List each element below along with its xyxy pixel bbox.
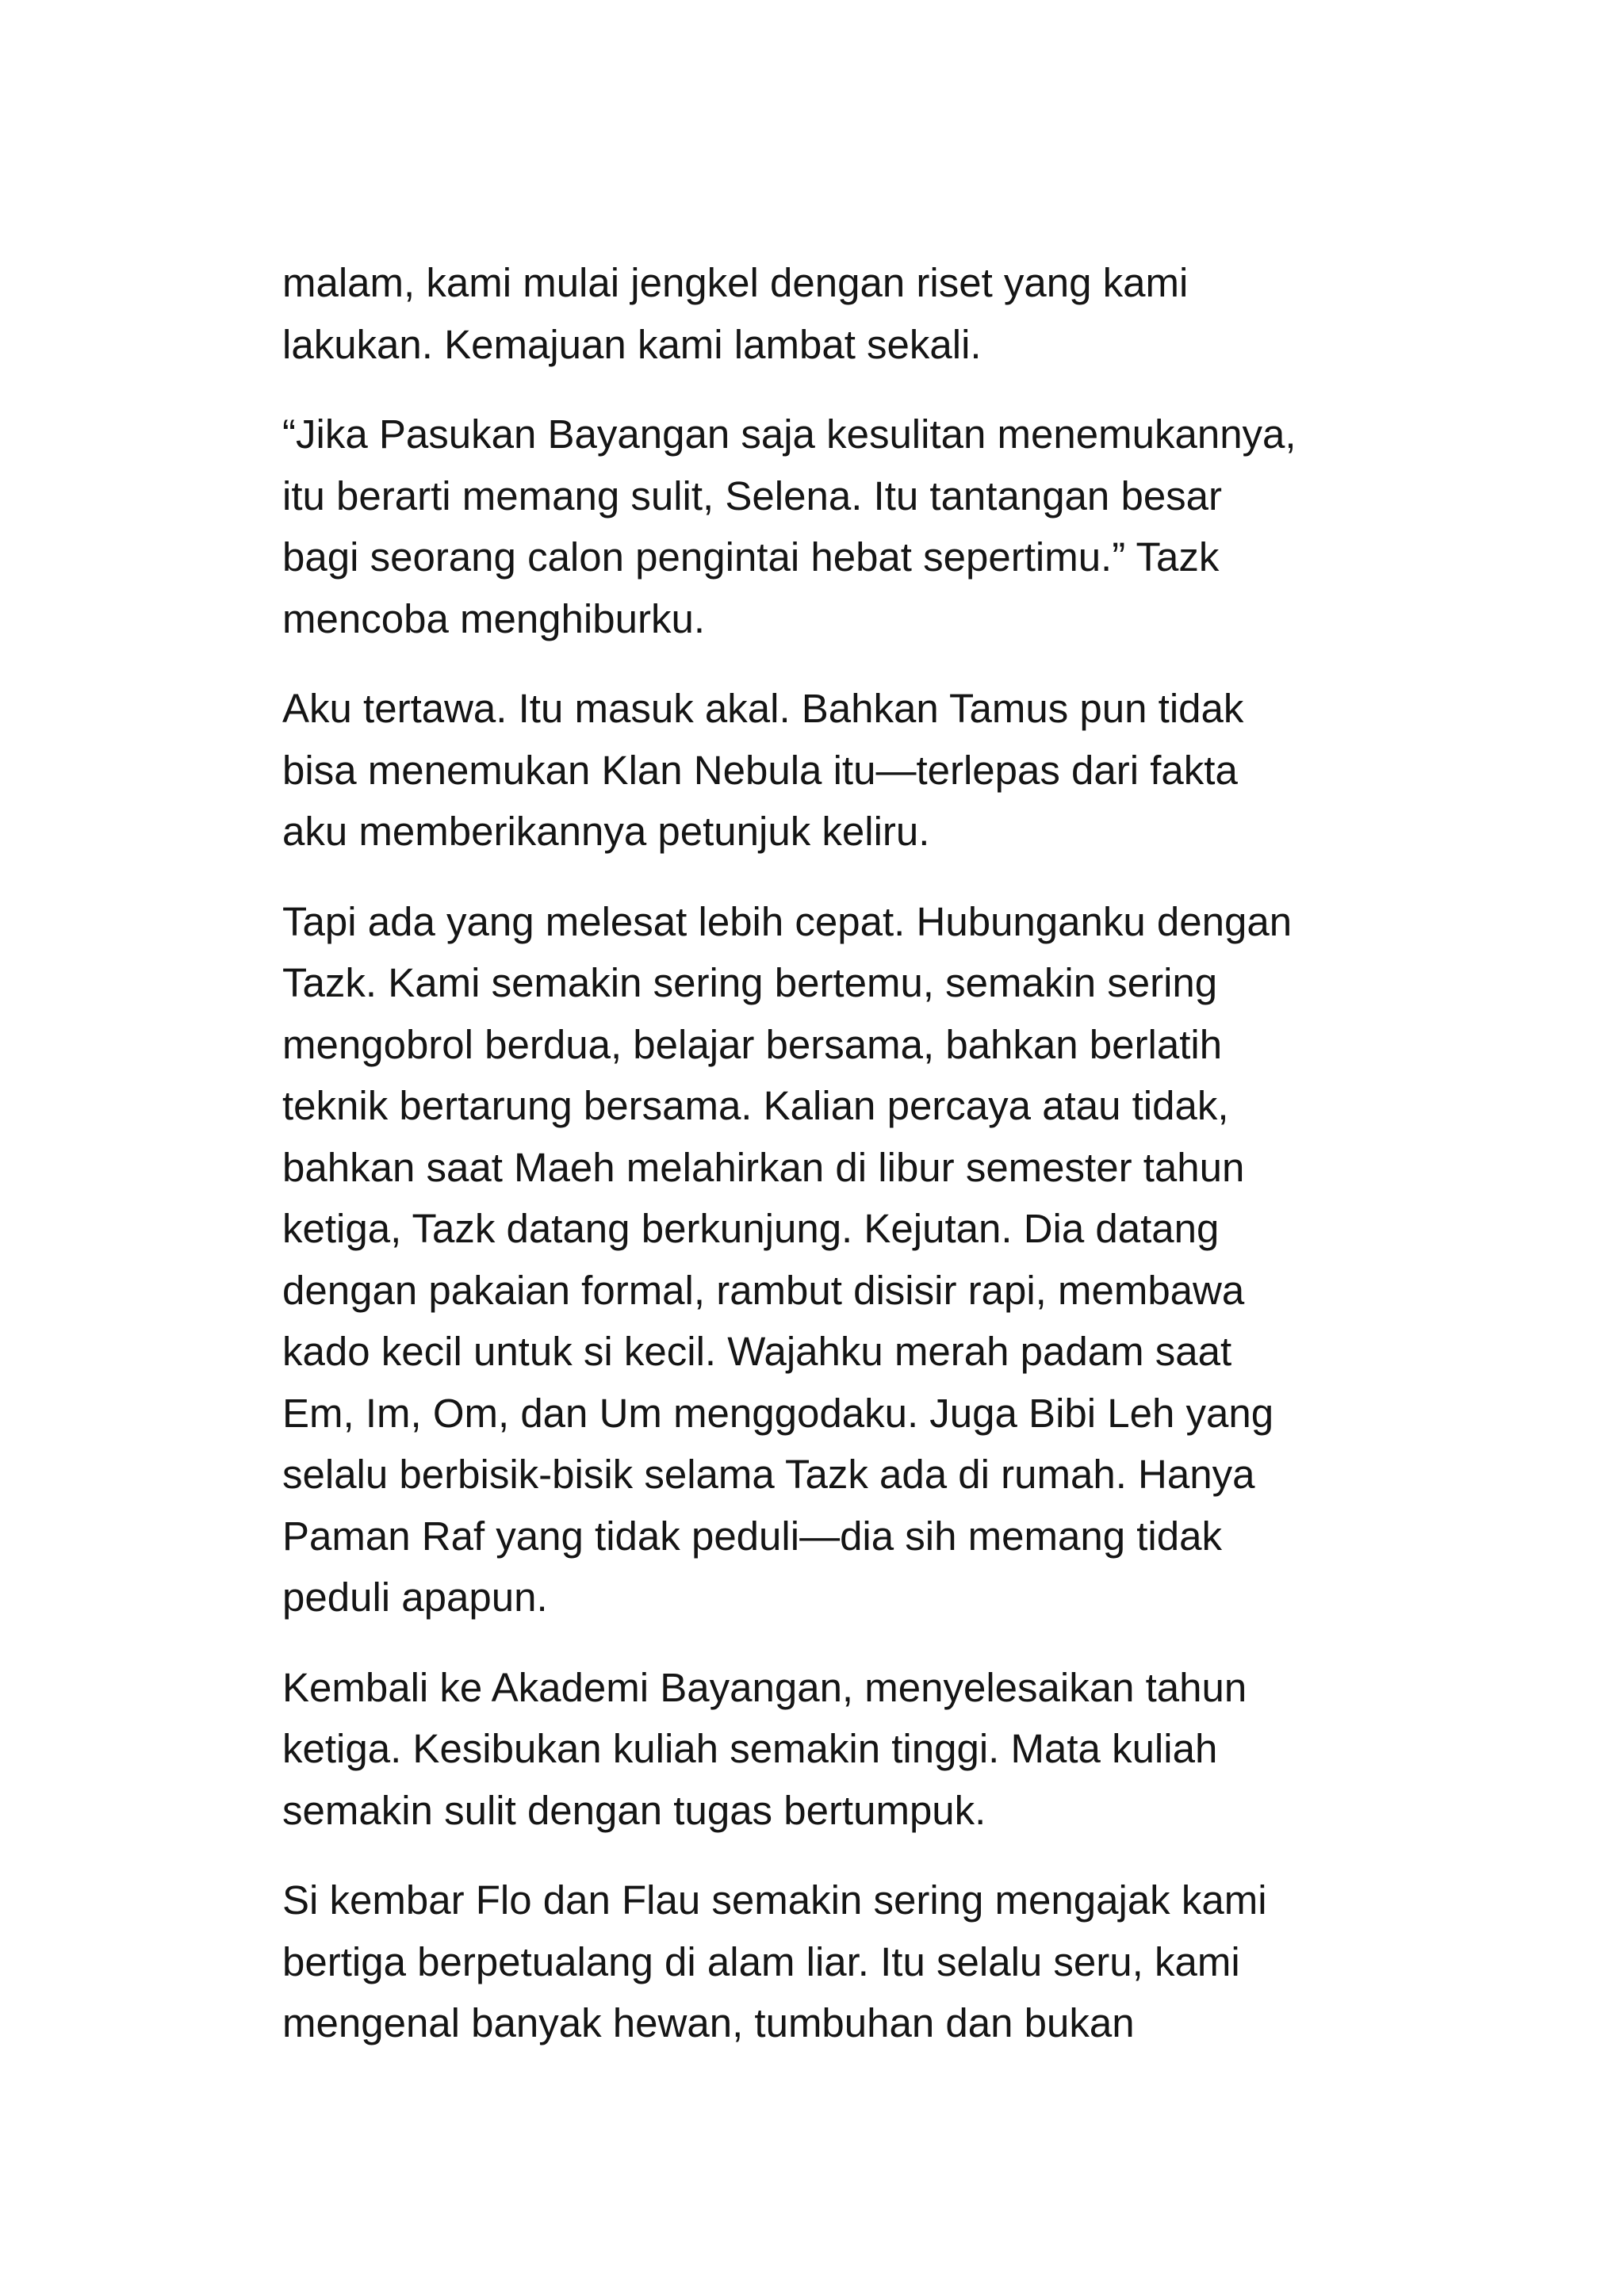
text-line: semakin sulit dengan tugas bertumpuk. <box>282 1787 986 1833</box>
body-text <box>282 252 1392 2083</box>
text-line: Tazk. Kami semakin sering bertemu, semakin sering <box>282 960 1218 1005</box>
paragraph <box>282 252 1392 375</box>
text-line: itu berarti memang sulit, Selena. Itu tantangan besar <box>282 473 1223 519</box>
text-line: ketiga, Tazk datang berkunjung. Kejutan. Dia datang <box>282 1206 1220 1251</box>
paragraph <box>282 404 1392 649</box>
text-line: kado kecil untuk si kecil. Wajahku merah padam saat <box>282 1329 1232 1374</box>
paragraph <box>282 891 1392 1628</box>
text-line: mengobrol berdua, belajar bersama, bahkan berlatih <box>282 1021 1223 1067</box>
text-line: lakukan. Kemajuan kami lambat sekali. <box>282 321 982 367</box>
text-line: aku memberikannya petunjuk keliru. <box>282 809 930 854</box>
text-line: ketiga. Kesibukan kuliah semakin tinggi. Mata kuliah <box>282 1726 1218 1771</box>
paragraph <box>282 1657 1392 1842</box>
text-line: mengenal banyak hewan, tumbuhan dan bukan <box>282 2000 1135 2045</box>
text-line: selalu berbisik-bisik selama Tazk ada di rumah. Hanya <box>282 1452 1255 1497</box>
text-line: malam, kami mulai jengkel dengan riset yang kami <box>282 260 1189 305</box>
text-line: peduli apapun. <box>282 1575 548 1620</box>
text-line: “Jika Pasukan Bayangan saja kesulitan menemukannya, <box>282 411 1297 457</box>
text-line: teknik bertarung bersama. Kalian percaya atau tidak, <box>282 1083 1229 1128</box>
text-line: Em, Im, Om, dan Um menggodaku. Juga Bibi Leh yang <box>282 1390 1274 1436</box>
text-line: mencoba menghiburku. <box>282 595 705 641</box>
text-line: bisa menemukan Klan Nebula itu—terlepas dari fakta <box>282 747 1238 793</box>
text-line: bagi seorang calon pengintai hebat sepertimu.” Tazk <box>282 534 1220 580</box>
text-line: Si kembar Flo dan Flau semakin sering mengajak kami <box>282 1877 1267 1923</box>
text-line: dengan pakaian formal, rambut disisir rapi, membawa <box>282 1267 1245 1313</box>
paragraph <box>282 1869 1392 2054</box>
text-line: bahkan saat Maeh melahirkan di libur semester tahun <box>282 1144 1245 1190</box>
text-line: bertiga berpetualang di alam liar. Itu selalu seru, kami <box>282 1938 1240 1984</box>
text-line: Paman Raf yang tidak peduli—dia sih memang tidak <box>282 1513 1222 1559</box>
text-line: Aku tertawa. Itu masuk akal. Bahkan Tamus pun tidak <box>282 686 1244 731</box>
paragraph <box>282 678 1392 863</box>
text-line: Tapi ada yang melesat lebih cepat. Hubunganku dengan <box>282 898 1293 944</box>
text-line: Kembali ke Akademi Bayangan, menyelesaikan tahun <box>282 1664 1247 1710</box>
